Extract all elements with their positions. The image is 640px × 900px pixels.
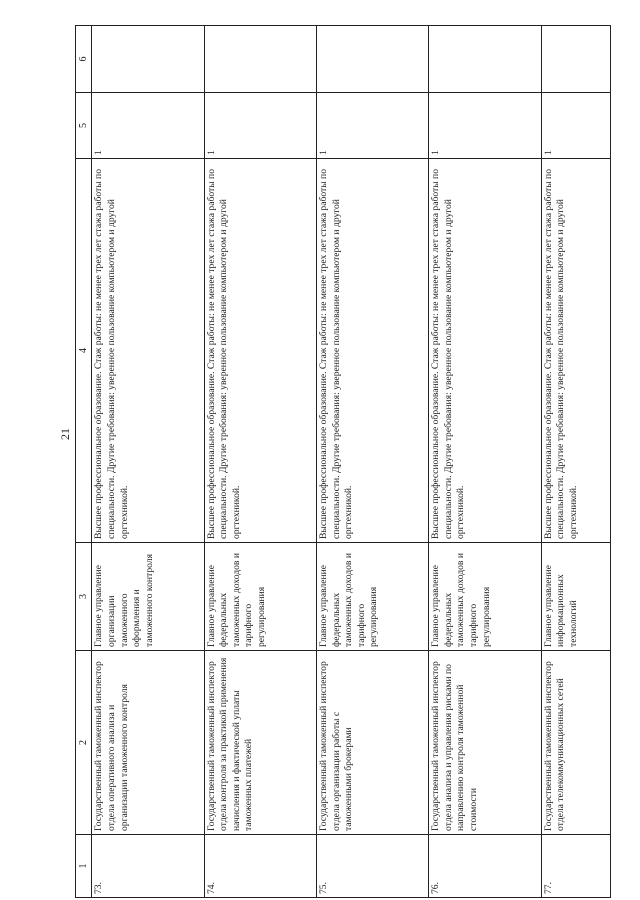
position-title: Государственный таможенный инспектор отдела оперативного анализа и организации таможенного контроля: [92, 651, 204, 835]
table-row: [316, 26, 428, 898]
table-row: [92, 26, 204, 898]
vacancy-count: 1: [92, 93, 204, 159]
rotated-page: [75, 26, 611, 898]
vacancy-count: 1: [429, 93, 541, 159]
department: Главное управление информационных технологий: [541, 543, 611, 651]
header-cell-6: 6: [76, 26, 92, 93]
department: Главное управление организации таможенного оформления и таможенного контроля: [92, 543, 204, 651]
note: [92, 26, 204, 93]
vacancy-count: 1: [316, 93, 428, 159]
row-number: 77.: [541, 835, 611, 898]
department: Главное управление федеральных таможенных доходов и тарифного регулирования: [316, 543, 428, 651]
position-title: Государственный таможенный инспектор отдела организации работы с таможенными брокерами: [316, 651, 428, 835]
header-cell-3: 3: [76, 543, 92, 651]
requirements: Высшее профессиональное образование. Стаж работы: не менее трех лет стажа работы по специальности. Другие требования: уверенное пользование компьютером и другой оргтехникой.: [204, 159, 316, 543]
table-row: [204, 26, 316, 898]
requirements: Высшее профессиональное образование. Стаж работы: не менее трех лет стажа работы по специальности. Другие требования: уверенное пользование компьютером и другой оргтехникой.: [316, 159, 428, 543]
header-cell-4: 4: [76, 159, 92, 543]
note: [204, 26, 316, 93]
row-number: 75.: [316, 835, 428, 898]
requirements: Высшее профессиональное образование. Стаж работы: не менее трех лет стажа работы по специальности. Другие требования: уверенное пользование компьютером и другой оргтехникой.: [92, 159, 204, 543]
row-number: 74.: [204, 835, 316, 898]
note: [541, 26, 611, 93]
note: [429, 26, 541, 93]
vacancy-count: 1: [541, 93, 611, 159]
position-title: Государственный таможенный инспектор отдела контроля за практикой применения начисления и фактической уплаты таможенных платежей: [204, 651, 316, 835]
table-row: [541, 26, 611, 898]
department: Главное управление федеральных таможенных доходов и тарифного регулирования: [429, 543, 541, 651]
note: [316, 26, 428, 93]
position-title: Государственный таможенный инспектор отдела телекоммуникационных сетей: [541, 651, 611, 835]
header-cell-5: 5: [76, 93, 92, 159]
vacancy-count: 1: [204, 93, 316, 159]
row-number: 76.: [429, 835, 541, 898]
requirements: Высшее профессиональное образование. Стаж работы: не менее трех лет стажа работы по специальности. Другие требования: уверенное пользование компьютером и другой оргтехникой.: [541, 159, 611, 543]
header-cell-2: 2: [76, 651, 92, 835]
header-cell-1: 1: [76, 835, 92, 898]
table-row: [429, 26, 541, 898]
table-header-row: [76, 26, 92, 898]
positions-table: [75, 25, 611, 898]
position-title: Государственный таможенный инспектор отдела анализа и управления рисками по направлению контроля таможенной стоимости: [429, 651, 541, 835]
row-number: 73.: [92, 835, 204, 898]
department: Главное управление федеральных таможенных доходов и тарифного регулирования: [204, 543, 316, 651]
page-number: 21: [58, 428, 72, 440]
requirements: Высшее профессиональное образование. Стаж работы: не менее трех лет стажа работы по специальности. Другие требования: уверенное пользование компьютером и другой оргтехникой.: [429, 159, 541, 543]
